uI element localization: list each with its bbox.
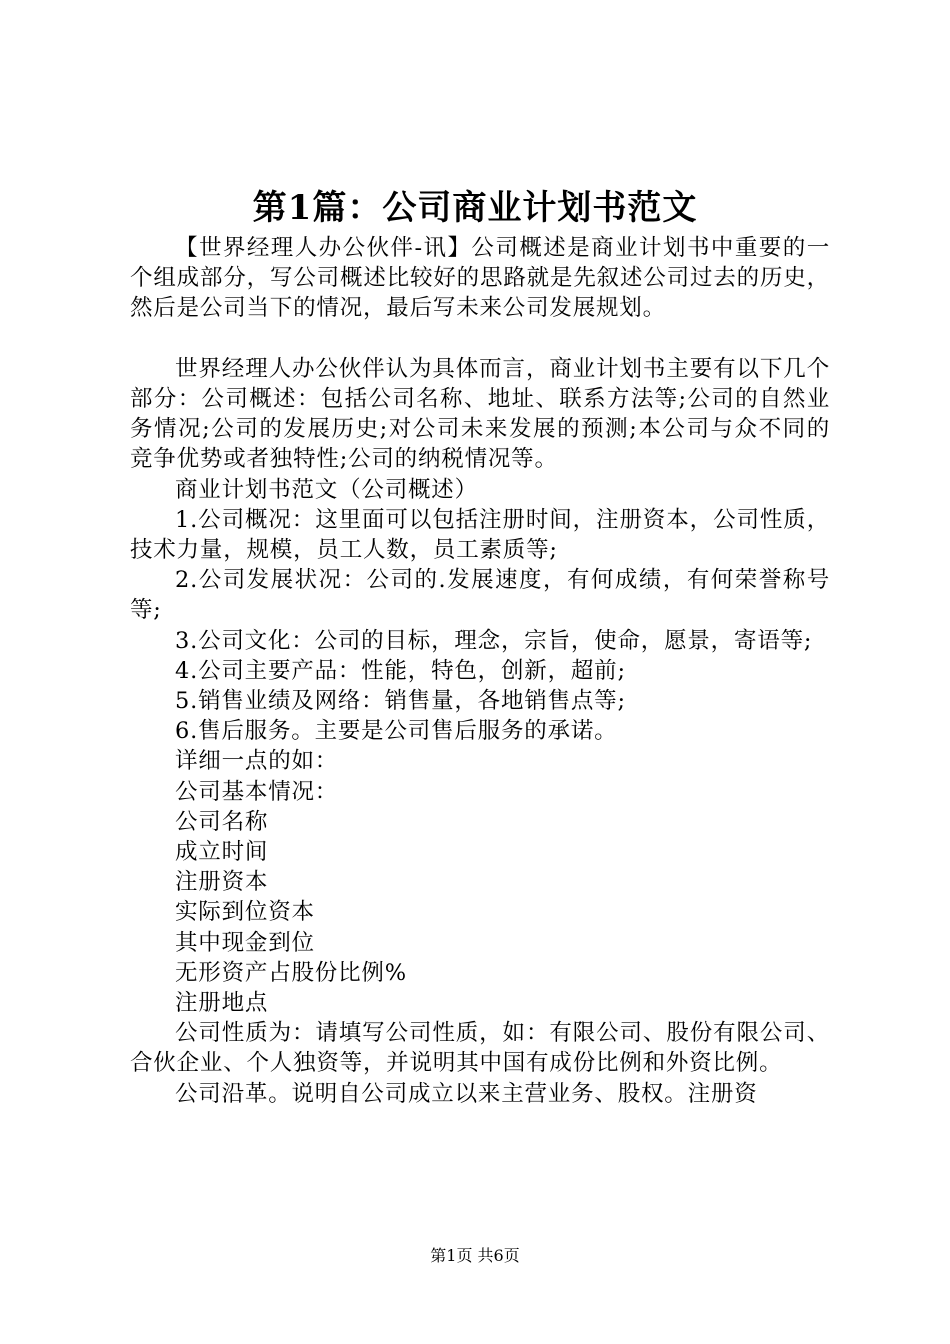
list-item-5: 5.销售业绩及网络：销售量，各地销售点等; [175,688,626,715]
field-paid-in-capital: 实际到位资本 [175,899,315,926]
list-item-2: 2.公司发展状况：公司的.发展速度，有何成绩，有何荣誉称号等; [130,567,830,624]
document-body [130,233,830,1109]
paragraph-company-nature: 公司性质为：请填写公司性质，如：有限公司、股份有限公司、合伙企业、个人独资等，并说明其中国有成份比例和外资比例。 [130,1020,830,1077]
paragraph-sample-heading: 商业计划书范文（公司概述） [175,476,478,503]
paragraph-detail-intro: 详细一点的如： [175,748,339,775]
field-company-name: 公司名称 [175,808,269,835]
document-title: 第1篇：公司商业计划书范文 [252,188,698,228]
field-established-date: 成立时间 [175,839,269,866]
field-intangible-asset-ratio: 无形资产占股份比例% [175,959,407,986]
list-item-4: 4.公司主要产品：性能，特色，创新，超前; [175,657,626,684]
list-item-1: 1.公司概况：这里面可以包括注册时间，注册资本，公司性质，技术力量，规模，员工人数，员工素质等; [130,506,830,564]
list-item-6: 6.售后服务。主要是公司售后服务的承诺。 [175,718,618,745]
blank-line [130,324,830,354]
field-cash-paid-in: 其中现金到位 [175,929,315,956]
page-footer: 第1页 共6页 [430,1246,520,1265]
list-item-3: 3.公司文化：公司的目标，理念，宗旨，使命，愿景，寄语等; [175,627,813,654]
field-registered-address: 注册地点 [175,990,269,1017]
paragraph-basic-info-heading: 公司基本情况： [175,778,339,805]
paragraph-sections-overview: 世界经理人办公伙伴认为具体而言，商业计划书主要有以下几个部分：公司概述：包括公司名称、地址、联系方法等;公司的自然业务情况;公司的发展历史;对公司未来发展的预测;本公司与众不同的竞争优势或者独特性;公司的纳税情况等。 [130,355,830,473]
field-registered-capital: 注册资本 [175,869,269,896]
paragraph-intro: 【世界经理人办公伙伴-讯】公司概述是商业计划书中重要的一个组成部分，写公司概述比较好的思路就是先叙述公司过去的历史，然后是公司当下的情况，最后写未来公司发展规划。 [130,235,830,322]
paragraph-company-history: 公司沿革。说明自公司成立以来主营业务、股权。注册资 [175,1080,758,1107]
